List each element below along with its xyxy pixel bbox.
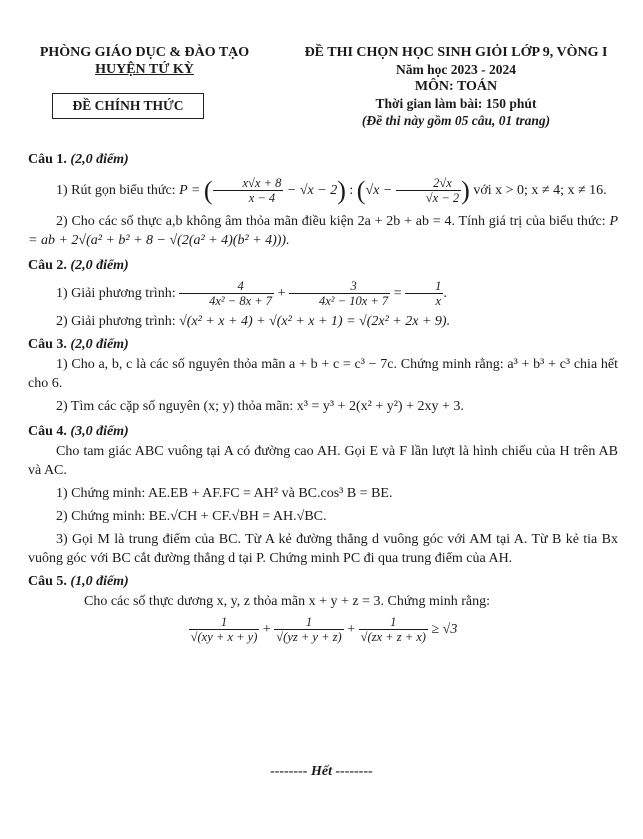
dept-line: PHÒNG GIÁO DỤC & ĐÀO TẠO	[39, 45, 250, 60]
question-2-title: Câu 2. (2,0 điểm)	[28, 258, 129, 273]
question-1-item-1: 1) Rút gọn biểu thức: P = ( $\frac{x√x + 8}{x - 4}$ − √x − 2) : (√x − $\frac{2√x}{√x - 2}$ ) với x > 0; x ≠ 4; x ≠ 16.	[56, 175, 607, 206]
q2-fraction-2: $\frac{3}{\text{4x² − 10x + 7}}$	[289, 279, 390, 308]
question-4-item-2: 2) Chứng minh: BE.√CH + CF.√BH = AH.√BC.	[56, 509, 327, 524]
question-5-inequality: $\frac{1}{√(xy + x + y)}$ + $\frac{1}{√(yz + y + z)}$ + $\frac{1}{√(zx + z + x)}$ ≥ √3	[190, 615, 458, 645]
header-right	[278, 44, 634, 129]
question-2-item-1: 1) Giải phương trình: $\frac{4}{\text{4x² − 8x + 7}}$ + $\frac{3}{\text{4x² − 10x + 7}}$ = $\frac{1}{x}$ .	[56, 279, 447, 309]
question-2-item-2: 2) Giải phương trình: √(x² + x + 4) + √(x² + x + 1) = √(2x² + 2x + 9).	[56, 314, 451, 329]
official-label-box	[52, 93, 204, 119]
header-left	[22, 44, 267, 78]
q2-fraction-3: $\frac{1}{x}$	[405, 279, 443, 308]
exam-note: (Đề thi này gồm 05 câu, 01 trang)	[361, 113, 551, 128]
q1-fraction-2: $\frac{2√x}{√x - 2}$	[396, 176, 461, 205]
question-5-intro: Cho các số thực dương x, y, z thỏa mãn x + y + z = 3. Chứng minh rằng:	[84, 594, 490, 609]
q5-fraction-2: $\frac{1}{√(yz + y + z)}$	[276, 615, 342, 645]
question-3-item-1: 1) Cho a, b, c là các số nguyên thỏa mãn a + b + c = c³ − 7c. Chứng minh rằng: a³ + b³ + c³ chia hết cho 6.	[28, 357, 618, 391]
exam-title: ĐỀ THI CHỌN HỌC SINH GIỎI LỚP 9, VÒNG I	[304, 45, 608, 60]
q1-fraction-1: $\frac{x√x + 8}{x - 4}$	[213, 176, 284, 205]
question-3-title: Câu 3. (2,0 điểm)	[28, 337, 129, 352]
question-1-item-2: 2) Cho các số thực a,b không âm thỏa mãn điều kiện 2a + 2b + ab = 4. Tính giá trị của biểu thức: P = ab + 2√(a² + b² + 8 − √(2(a² + 4)(b² + 4))).	[28, 214, 618, 248]
question-4-intro: Cho tam giác ABC vuông tại A có đường cao AH. Gọi E và F lần lượt là hình chiếu của H trên AB và AC.	[28, 444, 618, 478]
end-marker: -------- Hết --------	[270, 764, 373, 779]
q5-fraction-3: $\frac{1}{√(zx + z + x)}$	[360, 615, 426, 645]
question-4-item-3: 3) Gọi M là trung điểm của BC. Từ A kẻ đường thẳng d vuông góc với AM tại A. Từ B kẻ tia Bx vuông góc với BC cắt đường thẳng d tại P. Chứng minh PC đi qua trung điểm của AH.	[28, 532, 618, 566]
question-4-item-1: 1) Chứng minh: AE.EB + AF.FC = AH² và BC.cos³ B = BE.	[56, 486, 393, 501]
official-label: ĐỀ CHÍNH THỨC	[72, 98, 184, 113]
exam-content	[28, 150, 618, 649]
question-4-title: Câu 4. (3,0 điểm)	[28, 424, 129, 439]
duration: Thời gian làm bài: 150 phút	[375, 96, 537, 111]
question-5-title: Câu 5. (1,0 điểm)	[28, 574, 129, 589]
question-1-title: Câu 1. (2,0 điểm)	[28, 152, 129, 167]
subject: MÔN: TOÁN	[414, 79, 498, 94]
question-3-item-2: 2) Tìm các cặp số nguyên (x; y) thỏa mãn: x³ = y³ + 2(x² + y²) + 2xy + 3.	[56, 399, 464, 414]
district-line: HUYỆN TỨ KỲ	[95, 62, 194, 77]
q5-fraction-1: $\frac{1}{√(xy + x + y)}$	[190, 615, 258, 645]
school-year: Năm học 2023 - 2024	[396, 62, 516, 77]
q2-fraction-1: $\frac{4}{\text{4x² − 8x + 7}}$	[179, 279, 274, 308]
